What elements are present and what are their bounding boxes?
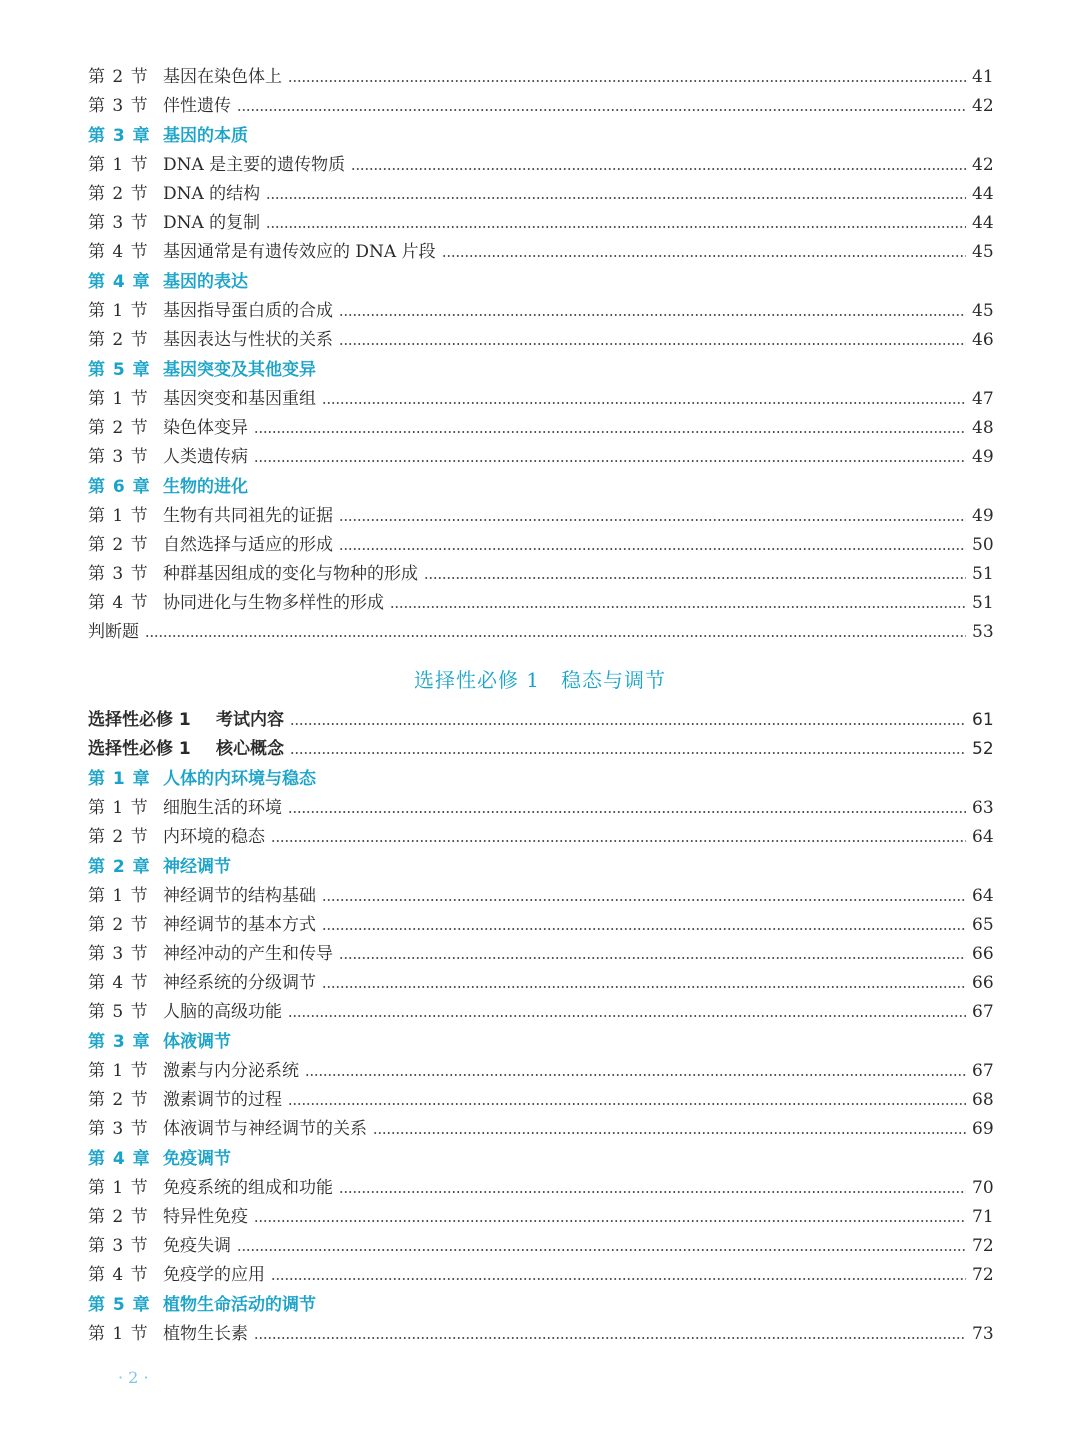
toc-entry[interactable] [88, 502, 992, 531]
dot-leader [290, 723, 966, 725]
page-number: 67 [972, 1061, 994, 1081]
toc-entry[interactable] [88, 1115, 992, 1144]
page-number: 73 [972, 1324, 994, 1344]
toc-entry[interactable] [88, 1232, 992, 1261]
section-number: 第 3 节 [88, 944, 149, 964]
chapter-heading[interactable] [88, 356, 992, 385]
page-number: 63 [972, 798, 994, 818]
entry-title: 判断题 [88, 622, 139, 642]
entry-title: DNA 的结构 [163, 184, 261, 204]
toc-entry[interactable] [88, 531, 992, 560]
entry-title: 生物有共同祖先的证据 [163, 506, 333, 526]
chapter-heading[interactable] [88, 268, 992, 297]
dot-leader [271, 1278, 966, 1280]
dot-leader [237, 1249, 966, 1251]
section-number: 第 3 节 [88, 1236, 149, 1256]
toc-entry[interactable] [88, 63, 992, 92]
toc-entry[interactable] [88, 911, 992, 940]
toc-entry[interactable] [88, 92, 992, 121]
dot-leader [266, 226, 966, 228]
entry-title: 免疫学的应用 [163, 1265, 265, 1285]
toc-entry[interactable] [88, 238, 992, 267]
page-number: 42 [972, 155, 994, 175]
entry-title: 神经系统的分级调节 [163, 973, 316, 993]
dot-leader [254, 1337, 966, 1339]
entry-title: 基因表达与性状的关系 [163, 330, 333, 350]
page-number: 72 [972, 1265, 994, 1285]
chapter-title: 基因的表达 [163, 272, 248, 292]
dot-leader [254, 431, 966, 433]
toc-entry[interactable] [88, 151, 992, 180]
entry-title: 考试内容 [216, 710, 284, 730]
dot-leader [266, 197, 966, 199]
page-footer-number: · 2 · [118, 1368, 149, 1387]
chapter-heading[interactable] [88, 122, 992, 151]
section-number: 第 2 节 [88, 67, 149, 87]
entry-title: 基因指导蛋白质的合成 [163, 301, 333, 321]
section-number: 第 2 节 [88, 535, 149, 555]
section-number: 第 2 节 [88, 915, 149, 935]
module-label: 选择性必修 1 [88, 710, 191, 730]
entry-title: 自然选择与适应的形成 [163, 535, 333, 555]
toc-entry[interactable] [88, 326, 992, 355]
entry-title: 免疫失调 [163, 1236, 231, 1256]
page-number: 61 [972, 710, 994, 730]
toc-entry[interactable] [88, 443, 992, 472]
dot-leader [339, 957, 966, 959]
chapter-number: 第 4 章 [88, 272, 151, 292]
page-number: 67 [972, 1002, 994, 1022]
page-number: 66 [972, 973, 994, 993]
entry-title: 体液调节与神经调节的关系 [163, 1119, 367, 1139]
page-number: 51 [972, 564, 994, 584]
entry-title: 神经调节的基本方式 [163, 915, 316, 935]
dot-leader [288, 80, 966, 82]
section-number: 第 2 节 [88, 1090, 149, 1110]
chapter-number: 第 3 章 [88, 1032, 151, 1052]
module-entry[interactable] [88, 706, 992, 735]
page-number: 42 [972, 96, 994, 116]
dot-leader [339, 343, 966, 345]
section-number: 第 3 节 [88, 213, 149, 233]
dot-leader [442, 255, 966, 257]
page-number: 65 [972, 915, 994, 935]
page-number: 68 [972, 1090, 994, 1110]
entry-title: DNA 是主要的遗传物质 [163, 155, 346, 175]
page-number: 48 [972, 418, 994, 438]
toc-entry[interactable] [88, 1320, 992, 1349]
toc-entry[interactable] [88, 1057, 992, 1086]
chapter-title: 人体的内环境与稳态 [163, 769, 316, 789]
entry-title: 神经冲动的产生和传导 [163, 944, 333, 964]
chapter-number: 第 1 章 [88, 769, 151, 789]
section-number: 第 2 节 [88, 1207, 149, 1227]
dot-leader [288, 1103, 966, 1105]
chapter-number: 第 2 章 [88, 857, 151, 877]
entry-title: 染色体变异 [163, 418, 248, 438]
entry-title: 伴性遗传 [163, 96, 231, 116]
section-number: 第 3 节 [88, 564, 149, 584]
section-number: 第 1 节 [88, 506, 149, 526]
page-number: 47 [972, 389, 994, 409]
chapter-title: 免疫调节 [163, 1149, 231, 1169]
part-heading: 选择性必修 1 稳态与调节 [413, 668, 667, 692]
section-number: 第 1 节 [88, 1061, 149, 1081]
chapter-title: 基因突变及其他变异 [163, 360, 316, 380]
entry-title: 协同进化与生物多样性的形成 [163, 593, 384, 613]
chapter-number: 第 3 章 [88, 126, 151, 146]
section-number: 第 4 节 [88, 593, 149, 613]
dot-leader [288, 1015, 966, 1017]
entry-title: DNA 的复制 [163, 213, 261, 233]
toc-entry[interactable] [88, 297, 992, 326]
chapter-title: 植物生命活动的调节 [163, 1295, 316, 1315]
toc-entry[interactable] [88, 589, 992, 618]
toc-entry[interactable] [88, 969, 992, 998]
entry-title: 核心概念 [216, 739, 284, 759]
dot-leader [339, 1191, 966, 1193]
dot-leader [322, 402, 966, 404]
dot-leader [424, 577, 966, 579]
section-number: 第 3 节 [88, 447, 149, 467]
chapter-heading[interactable] [88, 1028, 992, 1057]
dot-leader [237, 109, 966, 111]
page-number: 53 [972, 622, 994, 642]
toc-entry[interactable] [88, 209, 992, 238]
page-number: 45 [972, 301, 994, 321]
dot-leader [339, 548, 966, 550]
page-number: 51 [972, 593, 994, 613]
toc-entry[interactable] [88, 823, 992, 852]
toc-entry[interactable] [88, 1174, 992, 1203]
section-number: 第 2 节 [88, 330, 149, 350]
dot-leader [351, 168, 966, 170]
entry-title: 基因在染色体上 [163, 67, 282, 87]
dot-leader [254, 460, 966, 462]
entry-title: 人脑的高级功能 [163, 1002, 282, 1022]
section-number: 第 4 节 [88, 973, 149, 993]
dot-leader [305, 1074, 966, 1076]
page-number: 50 [972, 535, 994, 555]
page-number: 45 [972, 242, 994, 262]
section-number: 第 4 节 [88, 242, 149, 262]
dot-leader [145, 635, 966, 637]
page-number: 69 [972, 1119, 994, 1139]
toc-entry[interactable] [88, 1203, 992, 1232]
entry-title: 细胞生活的环境 [163, 798, 282, 818]
chapter-number: 第 4 章 [88, 1149, 151, 1169]
page-number: 46 [972, 330, 994, 350]
chapter-heading[interactable] [88, 765, 992, 794]
dot-leader [322, 986, 966, 988]
page-number: 41 [972, 67, 994, 87]
section-number: 第 1 节 [88, 1324, 149, 1344]
page-number: 71 [972, 1207, 994, 1227]
chapter-number: 第 5 章 [88, 360, 151, 380]
section-number: 第 1 节 [88, 301, 149, 321]
toc-entry[interactable] [88, 560, 992, 589]
module-entry[interactable] [88, 735, 992, 764]
toc-entry[interactable] [88, 940, 992, 969]
entry-title: 特异性免疫 [163, 1207, 248, 1227]
page-number: 44 [972, 213, 994, 233]
dot-leader [339, 519, 966, 521]
toc-entry[interactable] [88, 794, 992, 823]
dot-leader [271, 840, 966, 842]
section-number: 第 5 节 [88, 1002, 149, 1022]
section-number: 第 1 节 [88, 155, 149, 175]
dot-leader [322, 899, 966, 901]
chapter-heading[interactable] [88, 853, 992, 882]
page-number: 70 [972, 1178, 994, 1198]
section-number: 第 2 节 [88, 827, 149, 847]
entry-title: 植物生长素 [163, 1324, 248, 1344]
chapter-heading[interactable] [88, 473, 992, 502]
chapter-title: 体液调节 [163, 1032, 231, 1052]
dot-leader [390, 606, 966, 608]
page-number: 49 [972, 506, 994, 526]
dot-leader [254, 1220, 966, 1222]
entry-title: 基因突变和基因重组 [163, 389, 316, 409]
chapter-heading[interactable] [88, 1145, 992, 1174]
section-number: 第 2 节 [88, 418, 149, 438]
dot-leader [339, 314, 966, 316]
section-number: 第 4 节 [88, 1265, 149, 1285]
page-number: 72 [972, 1236, 994, 1256]
section-number: 第 1 节 [88, 798, 149, 818]
section-number: 第 1 节 [88, 389, 149, 409]
toc-entry[interactable] [88, 1261, 992, 1290]
toc-entry[interactable] [88, 1086, 992, 1115]
page-number: 49 [972, 447, 994, 467]
page-number: 44 [972, 184, 994, 204]
entry-title: 激素调节的过程 [163, 1090, 282, 1110]
toc-entry[interactable] [88, 385, 992, 414]
entry-title: 神经调节的结构基础 [163, 886, 316, 906]
entry-title: 免疫系统的组成和功能 [163, 1178, 333, 1198]
chapter-heading[interactable] [88, 1291, 992, 1320]
page-number: 66 [972, 944, 994, 964]
section-number: 第 3 节 [88, 1119, 149, 1139]
chapter-number: 第 6 章 [88, 477, 151, 497]
toc-entry[interactable] [88, 414, 992, 443]
entry-title: 种群基因组成的变化与物种的形成 [163, 564, 418, 584]
page-number: 64 [972, 827, 994, 847]
entry-title: 激素与内分泌系统 [163, 1061, 299, 1081]
entry-title: 内环境的稳态 [163, 827, 265, 847]
chapter-title: 神经调节 [163, 857, 231, 877]
section-number: 第 1 节 [88, 1178, 149, 1198]
module-label: 选择性必修 1 [88, 739, 191, 759]
section-number: 第 1 节 [88, 886, 149, 906]
dot-leader [290, 752, 966, 754]
page-number: 52 [972, 739, 994, 759]
toc-entry-judgement[interactable] [88, 618, 992, 647]
dot-leader [322, 928, 966, 930]
section-number: 第 3 节 [88, 96, 149, 116]
chapter-title: 生物的进化 [163, 477, 248, 497]
entry-title: 人类遗传病 [163, 447, 248, 467]
chapter-number: 第 5 章 [88, 1295, 151, 1315]
toc-entry[interactable] [88, 998, 992, 1027]
page-number: 64 [972, 886, 994, 906]
chapter-title: 基因的本质 [163, 126, 248, 146]
dot-leader [288, 811, 966, 813]
entry-title: 基因通常是有遗传效应的 DNA 片段 [163, 242, 436, 262]
section-number: 第 2 节 [88, 184, 149, 204]
toc-entry[interactable] [88, 882, 992, 911]
toc-entry[interactable] [88, 180, 992, 209]
dot-leader [373, 1132, 966, 1134]
